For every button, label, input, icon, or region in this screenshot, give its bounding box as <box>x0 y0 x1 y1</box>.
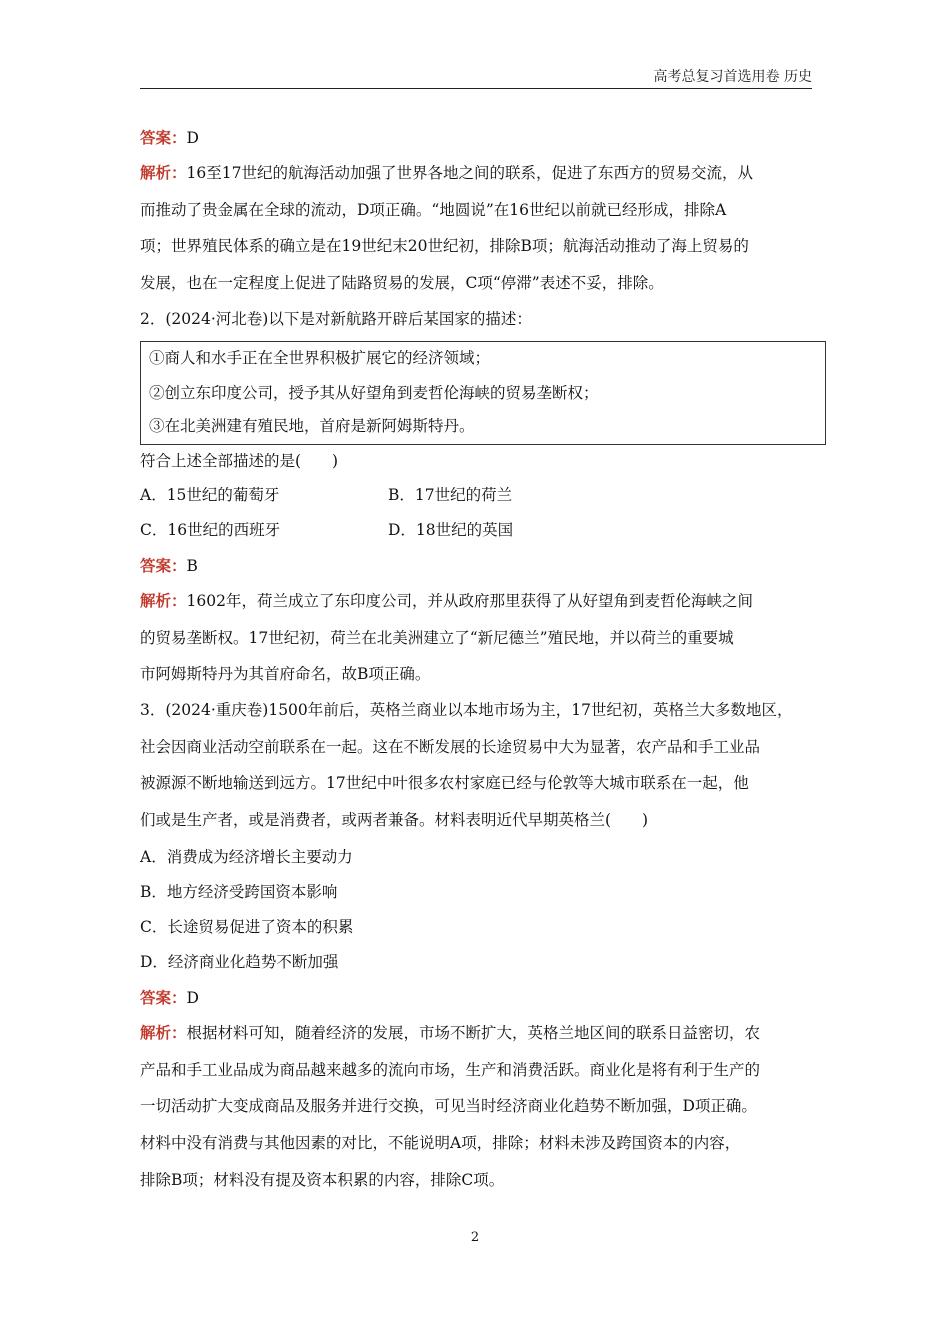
q2-answer <box>140 556 815 576</box>
material-line: ③在北美洲建有殖民地，首府是新阿姆斯特丹。 <box>149 417 475 435</box>
q1-analysis-line: 项；世界殖民体系的确立是在19世纪末20世纪初，排除B项；航海活动推动了海上贸易的 <box>140 237 749 255</box>
q3-stem-line: 社会因商业活动空前联系在一起。这在不断发展的长途贸易中大为显著，农产品和手工业品 <box>140 738 761 756</box>
q1-analysis-line: 解析：16至17世纪的航海活动加强了世界各地之间的联系，促进了东西方的贸易交流，从 <box>140 163 753 182</box>
q3-analysis-line: 材料中没有消费与其他因素的对比，不能说明A项，排除；材料未涉及跨国资本的内容， <box>140 1134 741 1152</box>
q3-analysis-line: 解析：根据材料可知，随着经济的发展，市场不断扩大，英格兰地区间的联系日益密切，农 <box>140 1023 761 1042</box>
q2-material-box <box>140 341 826 445</box>
page-header <box>140 66 812 89</box>
analysis-label: 解析： <box>140 1023 187 1042</box>
q3-analysis-line: 产品和手工业品成为商品越来越多的流向市场，生产和消费活跃。商业化是将有利于生产的 <box>140 1061 761 1079</box>
q2-option-a: A．15世纪的葡萄牙 <box>140 486 280 504</box>
analysis-label: 解析： <box>140 163 187 182</box>
q3-option-c: C．长途贸易促进了资本的积累 <box>140 918 354 936</box>
q3-option-b: B．地方经济受跨国资本影响 <box>140 883 338 901</box>
answer-label: 答案： <box>140 556 187 575</box>
page-number: 2 <box>470 1230 480 1245</box>
answer-value: B <box>186 557 198 575</box>
answer-label: 答案： <box>140 128 187 147</box>
q2-stem: 2．(2024·河北卷)以下是对新航路开辟后某国家的描述： <box>140 310 532 328</box>
material-line: ①商人和水手正在全世界积极扩展它的经济领域； <box>149 349 491 367</box>
q2-option-b: B．17世纪的荷兰 <box>388 486 513 504</box>
q3-stem-line: 们或是生产者，或是消费者，或两者兼备。材料表明近代早期英格兰( ) <box>140 811 649 829</box>
q1-answer <box>140 128 815 148</box>
q1-analysis-line: 发展，也在一定程度上促进了陆路贸易的发展，C项“停滞”表述不妥，排除。 <box>140 274 664 292</box>
q3-option-d: D．经济商业化趋势不断加强 <box>140 953 339 971</box>
q1-analysis-line: 而推动了贵金属在全球的流动，D项正确。“地圆说”在16世纪以前就已经形成，排除A <box>140 201 727 219</box>
q3-option-a: A．消费成为经济增长主要动力 <box>140 848 353 866</box>
q2-analysis-line: 的贸易垄断权。17世纪初，荷兰在北美洲建立了“新尼德兰”殖民地，并以荷兰的重要城 <box>140 629 734 647</box>
material-line: ②创立东印度公司，授予其从好望角到麦哲伦海峡的贸易垄断权； <box>149 384 599 402</box>
answer-value: D <box>186 129 199 147</box>
q3-analysis-line: 排除B项；材料没有提及资本积累的内容，排除C项。 <box>140 1171 505 1189</box>
answer-value: D <box>186 989 199 1007</box>
q2-option-d: D．18世纪的英国 <box>388 521 514 539</box>
q2-analysis-line: 解析：1602年，荷兰成立了东印度公司，并从政府那里获得了从好望角到麦哲伦海峡之间 <box>140 591 753 610</box>
q2-analysis-line: 市阿姆斯特丹为其首府命名，故B项正确。 <box>140 665 431 683</box>
q3-analysis-line: 一切活动扩大变成商品及服务并进行交换，可见当时经济商业化趋势不断加强，D项正确。 <box>140 1097 757 1115</box>
q3-stem-line: 3．(2024·重庆卷)1500年前后，英格兰商业以本地市场为主，17世纪初，英格兰大多数地区， <box>140 701 793 719</box>
analysis-label: 解析： <box>140 591 187 610</box>
q3-stem-line: 被源源不断地输送到远方。17世纪中叶很多农村家庭已经与伦敦等大城市联系在一起，他 <box>140 774 749 792</box>
answer-label: 答案： <box>140 988 187 1007</box>
q3-answer <box>140 988 815 1008</box>
header-title: 高考总复习首选用卷 历史 <box>653 69 812 85</box>
q2-option-c: C．16世纪的西班牙 <box>140 521 281 539</box>
q2-question: 符合上述全部描述的是( ) <box>140 452 339 470</box>
